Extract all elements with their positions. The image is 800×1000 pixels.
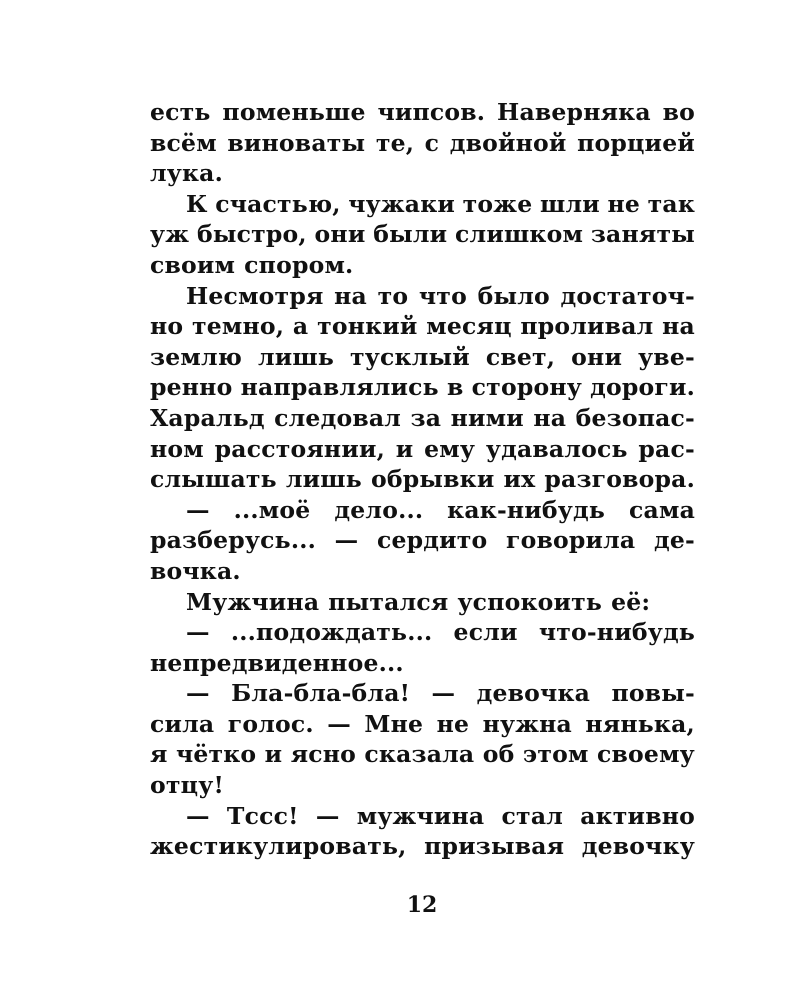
text-line xyxy=(150,648,695,679)
text-line xyxy=(150,617,695,648)
word: отцу! xyxy=(150,771,224,800)
word: что-нибудь xyxy=(538,618,695,647)
word: сторону xyxy=(471,373,582,402)
word: не xyxy=(607,189,641,218)
word: быстро, xyxy=(196,220,307,249)
text-line xyxy=(150,219,695,250)
word: их xyxy=(503,465,536,494)
word: ренно xyxy=(150,373,233,402)
word: те, xyxy=(375,128,415,157)
word: достаточ- xyxy=(560,281,695,310)
word: тоже xyxy=(462,189,533,218)
word: — xyxy=(334,526,359,555)
word: и xyxy=(264,740,283,769)
word: есть xyxy=(150,98,211,126)
word: сказала xyxy=(364,740,475,769)
word: разберусь... xyxy=(150,526,316,555)
word: сама xyxy=(629,495,695,524)
word: ему xyxy=(424,434,476,463)
word: они xyxy=(314,220,366,249)
word: виноваты xyxy=(227,128,366,157)
word: обрывки xyxy=(370,465,495,494)
word: ном xyxy=(150,434,204,463)
word: чипсов. xyxy=(377,98,486,126)
word: спором. xyxy=(244,250,354,279)
word: голос. xyxy=(227,709,314,738)
word: ясно xyxy=(290,740,357,769)
word: что xyxy=(418,281,467,310)
text-line xyxy=(150,128,695,159)
word: сердито xyxy=(376,526,488,555)
word: на xyxy=(533,403,567,432)
text-line xyxy=(150,97,695,128)
text-line xyxy=(150,434,695,465)
word: дело... xyxy=(334,495,424,524)
text-line xyxy=(150,250,695,281)
word: Бла-бла-бла! xyxy=(231,679,411,708)
text-line xyxy=(150,464,695,495)
text-line xyxy=(150,311,695,342)
word: безопас- xyxy=(575,403,695,432)
word: пытался xyxy=(328,587,449,616)
word: слышать xyxy=(150,465,277,494)
word: успокоить xyxy=(457,587,603,616)
word: её: xyxy=(611,587,651,616)
word: Мужчина xyxy=(186,587,320,616)
word: призывая xyxy=(424,832,565,861)
word: порцией xyxy=(577,128,695,157)
word: — xyxy=(186,495,210,524)
word: Харальд xyxy=(150,403,265,432)
text-line xyxy=(150,739,695,770)
word: — xyxy=(327,709,351,738)
text-line xyxy=(150,556,695,587)
word: и xyxy=(395,434,414,463)
word: Наверняка xyxy=(497,98,651,126)
text-line xyxy=(150,189,695,220)
word: чётко xyxy=(175,740,257,769)
word: лишь xyxy=(285,465,362,494)
text-line xyxy=(150,372,695,403)
text-line xyxy=(150,495,695,526)
word: темно, xyxy=(192,312,285,341)
word: лишь xyxy=(258,342,335,371)
text-line xyxy=(150,158,695,189)
word: дороги. xyxy=(590,373,695,402)
word: чужаки xyxy=(348,189,456,218)
word: заняты xyxy=(590,220,695,249)
word: мужчина xyxy=(356,801,485,830)
word: — xyxy=(186,679,210,708)
text-line xyxy=(150,801,695,832)
word: следовал xyxy=(274,403,402,432)
word: этом xyxy=(522,740,589,769)
word: так xyxy=(647,189,695,218)
page-text-block xyxy=(150,97,695,862)
word: уве- xyxy=(638,342,695,371)
word: рас- xyxy=(638,434,695,463)
word: разговора. xyxy=(544,465,695,494)
word: как-нибудь xyxy=(447,495,606,524)
word: всём xyxy=(150,128,217,157)
word: в xyxy=(446,373,464,402)
word: но xyxy=(150,312,184,341)
word: во xyxy=(662,98,695,126)
word: удавалось xyxy=(485,434,628,463)
word: Тссс! xyxy=(226,801,299,830)
word: на xyxy=(334,281,367,310)
word: не xyxy=(436,709,470,738)
text-line xyxy=(150,770,695,801)
word: нужна xyxy=(482,709,572,738)
word: расстоянии, xyxy=(214,434,385,463)
text-line xyxy=(150,709,695,740)
word: было xyxy=(477,281,550,310)
word: девочку xyxy=(581,832,695,861)
text-line xyxy=(150,342,695,373)
word: активно xyxy=(580,801,695,830)
word: счастью, xyxy=(215,189,341,218)
word: — xyxy=(186,801,210,830)
word: — xyxy=(315,801,340,830)
word: уж xyxy=(150,220,190,249)
word: если xyxy=(453,618,518,647)
word: об xyxy=(482,740,515,769)
word: К xyxy=(186,189,208,218)
word: землю xyxy=(150,342,243,371)
word: де- xyxy=(654,526,695,555)
word: непредвиденное... xyxy=(150,648,404,677)
word: поменьше xyxy=(222,98,366,126)
word: с xyxy=(424,128,440,157)
text-line xyxy=(150,281,695,312)
word: направлялись xyxy=(240,373,439,402)
word: нянька, xyxy=(585,709,695,738)
word: повы- xyxy=(611,679,695,708)
word: Несмотря xyxy=(186,281,324,310)
word: на xyxy=(662,312,695,341)
word: — xyxy=(431,679,456,708)
word: свет, xyxy=(485,342,556,371)
word: лука. xyxy=(150,159,223,188)
word: стал xyxy=(501,801,564,830)
word: ...моё xyxy=(233,495,311,524)
word: сила xyxy=(150,709,215,738)
word: тусклый xyxy=(350,342,470,371)
word: слишком xyxy=(455,220,584,249)
word: говорила xyxy=(506,526,636,555)
text-line xyxy=(150,587,695,618)
text-line xyxy=(150,403,695,434)
word: своему xyxy=(597,740,695,769)
text-line xyxy=(150,831,695,862)
word: месяц xyxy=(426,312,512,341)
word: девочка xyxy=(476,679,591,708)
word: ...подождать... xyxy=(230,618,433,647)
word: проливал xyxy=(520,312,654,341)
word: они xyxy=(571,342,623,371)
word: то xyxy=(377,281,409,310)
word: вочка. xyxy=(150,556,241,585)
word: тонкий xyxy=(317,312,418,341)
word: а xyxy=(292,312,309,341)
page-number: 12 xyxy=(406,892,438,918)
text-line xyxy=(150,678,695,709)
word: были xyxy=(373,220,448,249)
word: ними xyxy=(450,403,524,432)
text-line xyxy=(150,525,695,556)
word: я xyxy=(150,740,168,769)
word: двойной xyxy=(449,128,567,157)
word: Мне xyxy=(364,709,424,738)
word: — xyxy=(186,618,210,647)
word: за xyxy=(410,403,442,432)
word: шли xyxy=(539,189,600,218)
word: своим xyxy=(150,250,236,279)
word: жестикулировать, xyxy=(150,832,407,861)
